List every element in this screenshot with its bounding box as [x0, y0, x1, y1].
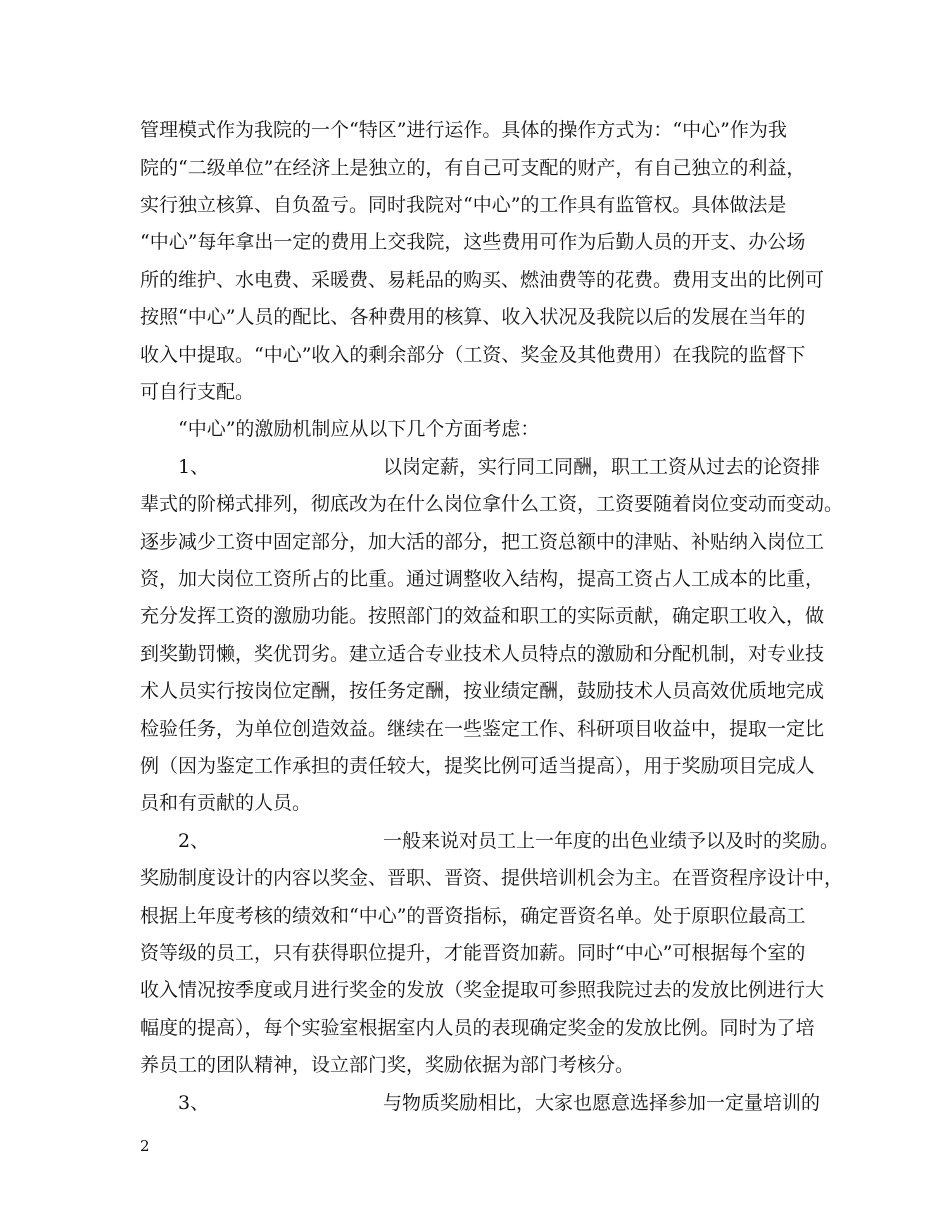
- paragraph-line: 幅度的提高），每个实验室根据室内人员的表现确定奖金的发放比例。同时为了培: [140, 1017, 815, 1039]
- paragraph-line: 可自行支配。: [140, 381, 255, 403]
- list-item-1: [178, 455, 820, 479]
- paragraph-line: 充分发挥工资的激励功能。按照部门的效益和职工的实际贡献，确定职工收入，做: [140, 605, 825, 627]
- page-number: 2: [140, 1137, 150, 1155]
- paragraph-line: 例（因为鉴定工作承担的责任较大，提奖比例可适当提高），用于奖励项目完成人: [140, 755, 815, 777]
- list-item-3: [178, 1091, 820, 1115]
- paragraph-line: 管理模式作为我院的一个“特区”进行运作。具体的操作方式为：“中心”作为我: [140, 119, 787, 141]
- paragraph-line: 所的维护、水电费、采暖费、易耗品的购买、燃油费等的花费。费用支出的比例可: [140, 269, 825, 291]
- paragraph-line: 收入中提取。“中心”收入的剩余部分（工资、奖金及其他费用）在我院的监督下: [140, 344, 806, 366]
- paragraph-line: 逐步减少工资中固定部分，加大活的部分，把工资总额中的津贴、补贴纳入岗位工: [140, 531, 825, 553]
- paragraph-line: 与物质奖励相比，大家也愿意选择参加一定量培训的: [383, 1092, 821, 1114]
- paragraph-line: 养员工的团队精神，设立部门奖，奖励依据为部门考核分。: [140, 1054, 635, 1076]
- paragraph-line: 资，加大岗位工资所占的比重。通过调整收入结构，提高工资占人工成本的比重，: [140, 568, 825, 590]
- paragraph-line: “中心”每年拿出一定的费用上交我院，这些费用可作为后勤人员的开支、办公场: [140, 231, 806, 253]
- paragraph-line: 收入情况按季度或月进行奖金的发放（奖金提取可参照我院过去的发放比例进行大: [140, 979, 825, 1001]
- paragraph-line: 一般来说对员工上一年度的出色业绩予以及时的奖励。: [383, 830, 840, 852]
- paragraph-line: 辈式的阶梯式排列，彻底改为在什么岗位拿什么工资，工资要随着岗位变动而变动。: [140, 493, 844, 515]
- section-intro-line: “中心”的激励机制应从以下几个方面考虑：: [178, 418, 540, 440]
- paragraph-line: 按照“中心”人员的配比、各种费用的核算、收入状况及我院以后的发展在当年的: [140, 306, 806, 328]
- paragraph-line: 以岗定薪，实行同工同酬，职工工资从过去的论资排: [383, 456, 821, 478]
- paragraph-line: 根据上年度考核的绩效和“中心”的晋资指标，确定晋资名单。处于原职位最高工: [140, 905, 806, 927]
- item-number: 3、: [178, 1092, 210, 1114]
- paragraph-line: 员和有贡献的人员。: [140, 792, 312, 814]
- paragraph-line: 院的“二级单位”在经济上是独立的，有自己可支配的财产，有自己独立的利益，: [140, 157, 806, 179]
- paragraph-line: 术人员实行按岗位定酬，按任务定酬，按业绩定酬，鼓励技术人员高效优质地完成: [140, 680, 825, 702]
- list-item-2: [178, 829, 839, 853]
- paragraph-line: 奖励制度设计的内容以奖金、晋职、晋资、提供培训机会为主。在晋资程序设计中，: [140, 867, 844, 889]
- item-number: 1、: [178, 456, 210, 478]
- paragraph-line: 检验任务，为单位创造效益。继续在一些鉴定工作、科研项目收益中，提取一定比: [140, 718, 825, 740]
- paragraph-line: 实行独立核算、自负盈亏。同时我院对“中心”的工作具有监管权。具体做法是: [140, 194, 787, 216]
- paragraph-line: 到奖勤罚懒，奖优罚劣。建立适合专业技术人员特点的激励和分配机制，对专业技: [140, 643, 825, 665]
- paragraph-line: 资等级的员工，只有获得职位提升，才能晋资加薪。同时“中心”可根据每个室的: [140, 942, 806, 964]
- item-number: 2、: [178, 830, 210, 852]
